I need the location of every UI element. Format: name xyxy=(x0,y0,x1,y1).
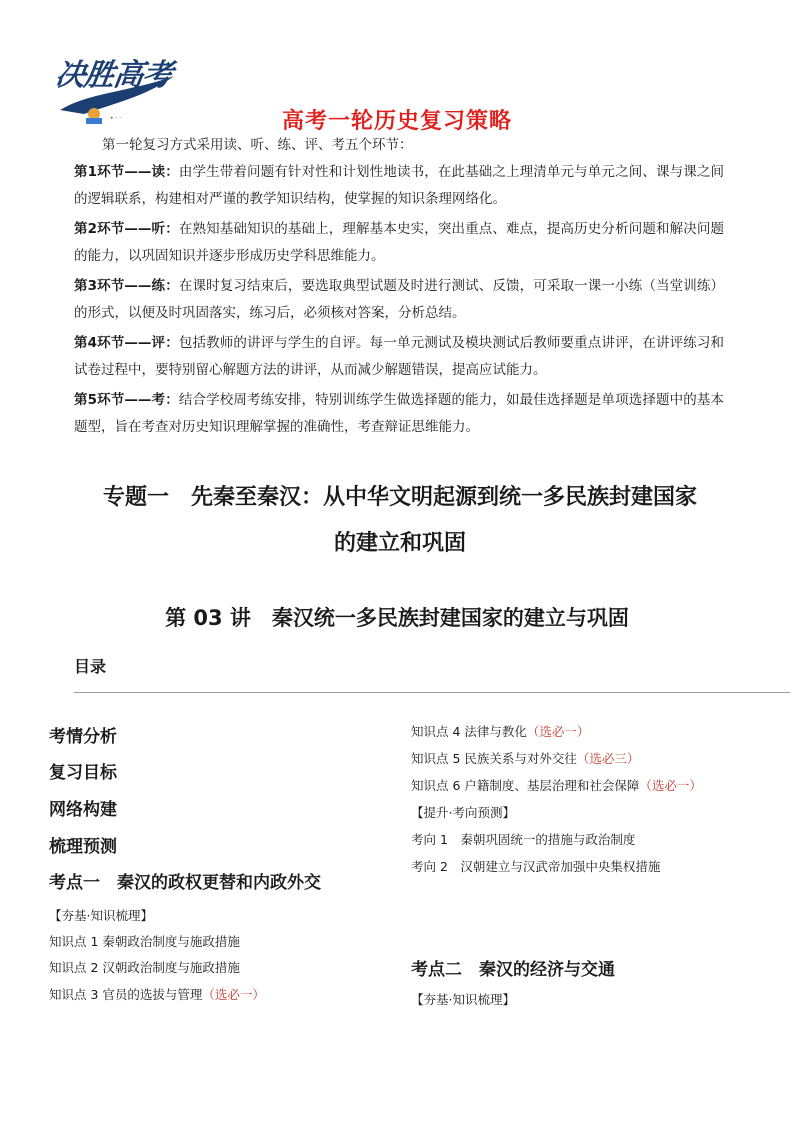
svg-text:• · ·: • · · xyxy=(110,115,122,122)
toc-knowledge-3[interactable] xyxy=(49,985,265,1003)
toc-subheading: 【提升·考向预测】 xyxy=(411,805,515,820)
toc-divider xyxy=(74,692,790,693)
elective-tag: （选必三） xyxy=(576,751,640,766)
elective-tag: （选必一） xyxy=(202,987,265,1002)
toc-item[interactable]: 梳理预测 xyxy=(49,837,117,857)
toc-knowledge-2[interactable]: 知识点 2 汉朝政治制度与施政措施 xyxy=(49,960,240,975)
toc-direction-1[interactable]: 考向 1 秦朝巩固统一的措施与政治制度 xyxy=(411,832,636,847)
elective-tag: （选必一） xyxy=(639,778,702,793)
step-label: 第2环节——听： xyxy=(74,221,179,237)
logo-text: 决胜高考 xyxy=(53,58,174,93)
toc-item[interactable]: 网络构建 xyxy=(49,800,117,820)
step-text: 在课时复习结束后，要选取典型试题及时进行测试、反馈，可采取一课一小练（当堂训练）的形式，以便及时巩固落实，练习后，必须核对答案，分析总结。 xyxy=(74,278,724,321)
step-5 xyxy=(74,387,724,441)
step-2 xyxy=(74,216,724,270)
toc-knowledge-text: 知识点 4 法律与教化 xyxy=(411,724,527,739)
step-label: 第1环节——读： xyxy=(74,164,179,180)
step-label: 第5环节——考： xyxy=(74,392,179,408)
step-label: 第3环节——练： xyxy=(74,278,179,294)
page-title: 高考一轮历史复习策略 xyxy=(281,109,512,134)
toc-knowledge-text: 知识点 6 户籍制度、基层治理和社会保障 xyxy=(411,778,640,793)
step-text: 结合学校周考练安排，特别训练学生做选择题的能力，如最佳选择题是单项选择题中的基本题型，旨在考查对历史知识理解掌握的准确性，考查辩证思维能力。 xyxy=(74,392,724,435)
toc-knowledge-1[interactable]: 知识点 1 秦朝政治制度与施政措施 xyxy=(49,934,240,949)
toc-direction-2[interactable]: 考向 2 汉朝建立与汉武帝加强中央集权措施 xyxy=(411,859,661,874)
toc-item[interactable]: 复习目标 xyxy=(49,763,117,783)
toc-knowledge-text: 知识点 5 民族关系与对外交往 xyxy=(411,751,577,766)
step-text: 在熟知基础知识的基础上，理解基本史实，突出重点、难点，提高历史分析问题和解决问题的能力，以巩固知识并逐步形成历史学科思维能力。 xyxy=(74,221,724,264)
topic-title-line-2: 的建立和巩固 xyxy=(333,531,466,556)
lecture-title: 第 03 讲 秦汉统一多民族封建国家的建立与巩固 xyxy=(165,606,629,630)
toc-knowledge-text: 知识点 3 官员的选拔与管理 xyxy=(49,987,203,1002)
toc-subheading: 【夯基·知识梳理】 xyxy=(49,908,153,923)
step-3 xyxy=(74,273,724,327)
toc-knowledge-4[interactable] xyxy=(411,722,589,740)
step-4 xyxy=(74,330,724,384)
step-1 xyxy=(74,159,724,213)
intro-text: 第一轮复习方式采用读、听、练、评、考五个环节： xyxy=(102,137,413,153)
toc-label: 目录 xyxy=(74,657,107,676)
toc-item-point-2[interactable]: 考点二 秦汉的经济与交通 xyxy=(411,960,615,980)
toc-item-point-1[interactable]: 考点一 秦汉的政权更替和内政外交 xyxy=(49,873,321,893)
step-label: 第4环节——评： xyxy=(74,335,179,351)
toc-knowledge-5[interactable] xyxy=(411,749,639,767)
step-text: 包括教师的讲评与学生的自评。每一单元测试及模块测试后教师要重点讲评，在讲评练习和试卷过程中，要特别留心解题方法的讲评，从而减少解题错误，提高应试能力。 xyxy=(74,335,724,378)
toc-item[interactable]: 考情分析 xyxy=(49,727,117,747)
step-text: 由学生带着问题有针对性和计划性地读书，在此基础之上理清单元与单元之间、课与课之间的逻辑联系，构建相对严谨的教学知识结构，使掌握的知识条理网络化。 xyxy=(74,164,724,207)
topic-title-line-1: 专题一 先秦至秦汉：从中华文明起源到统一多民族封建国家 xyxy=(102,485,697,510)
elective-tag: （选必一） xyxy=(526,724,590,739)
toc-subheading: 【夯基·知识梳理】 xyxy=(411,992,515,1007)
toc-knowledge-6[interactable] xyxy=(411,776,702,794)
